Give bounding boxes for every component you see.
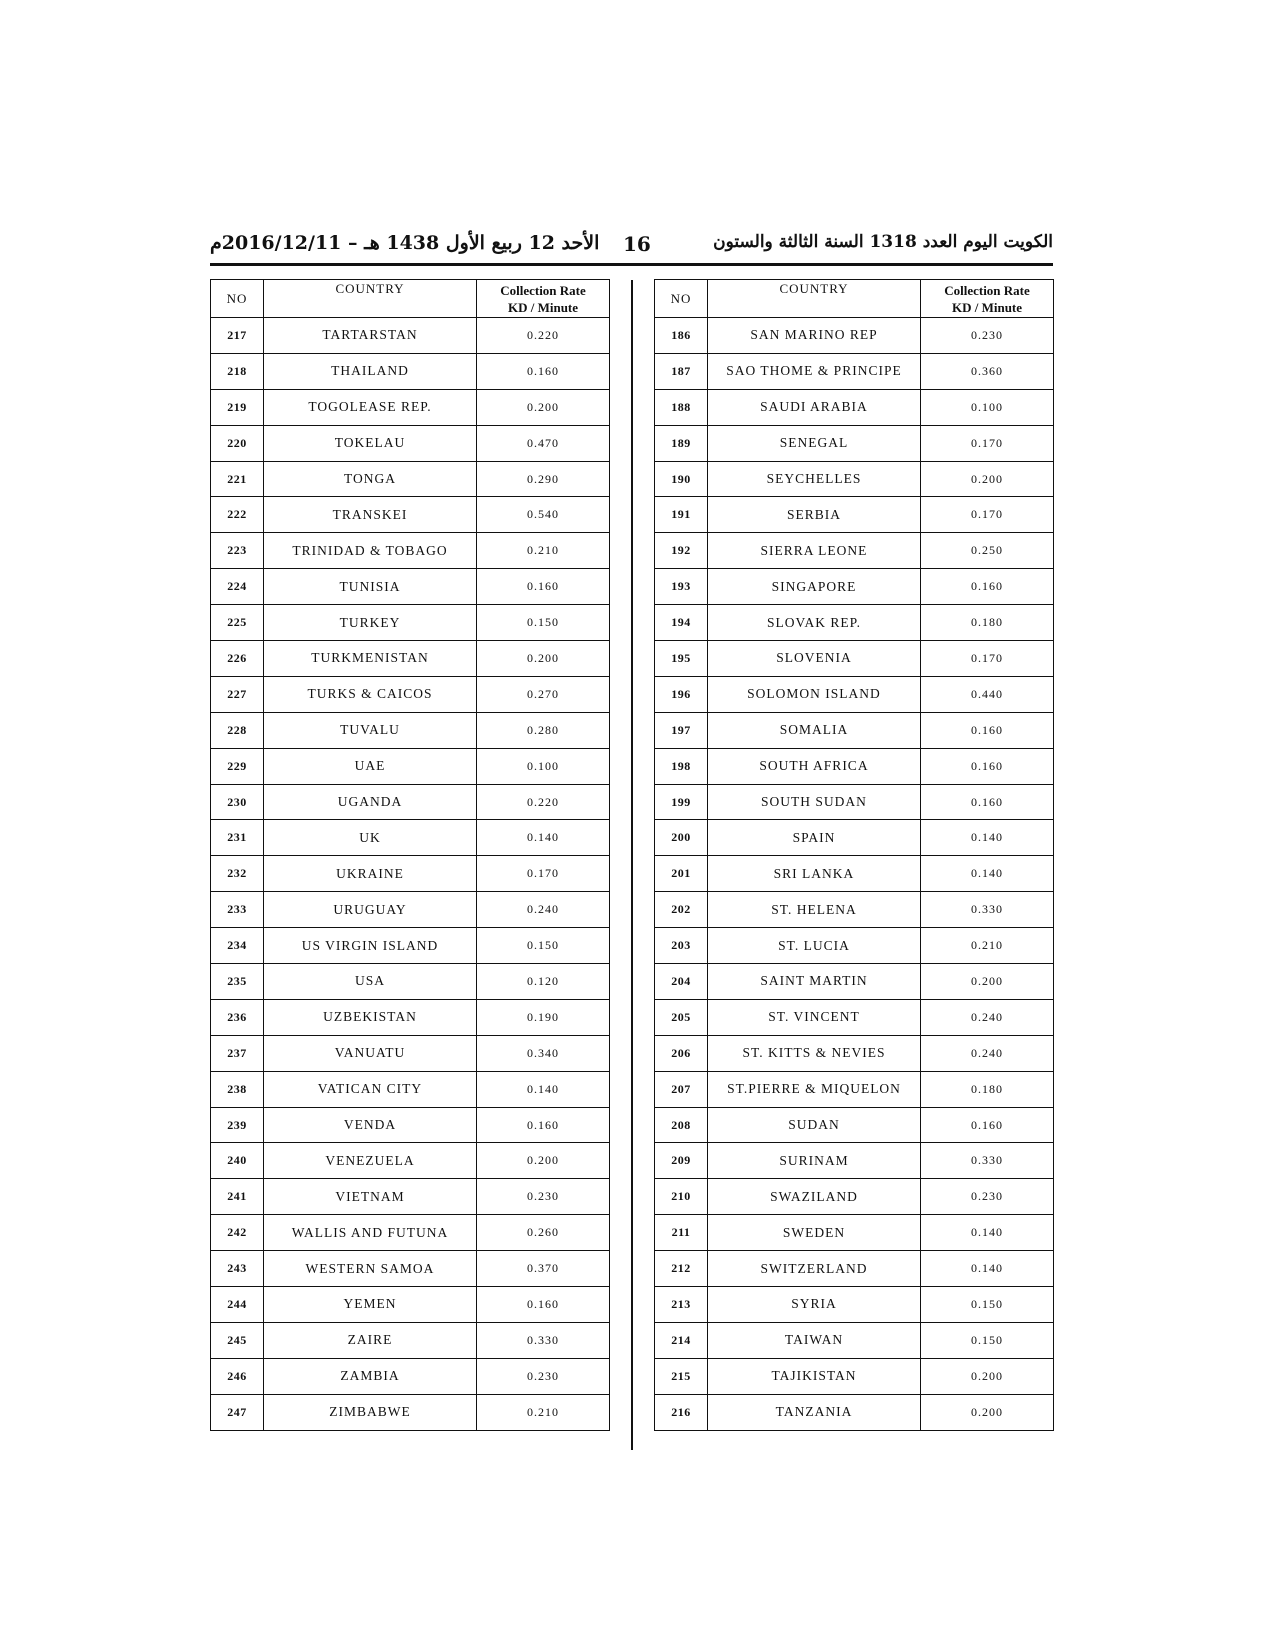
- cell-rate: 0.200: [921, 1358, 1054, 1394]
- cell-no: 218: [211, 353, 264, 389]
- cell-no: 222: [211, 497, 264, 533]
- cell-rate: 0.150: [477, 605, 610, 641]
- table-row: [211, 1179, 610, 1215]
- cell-no: 220: [211, 425, 264, 461]
- table-row: [655, 748, 1054, 784]
- cell-no: 226: [211, 641, 264, 677]
- cell-rate: 0.170: [921, 425, 1054, 461]
- table-row: [655, 928, 1054, 964]
- table-row: [655, 569, 1054, 605]
- cell-no: 199: [655, 784, 708, 820]
- cell-country: SOUTH SUDAN: [708, 784, 921, 820]
- table-row: [655, 676, 1054, 712]
- table-row: [655, 1287, 1054, 1323]
- cell-no: 238: [211, 1071, 264, 1107]
- cell-no: 201: [655, 856, 708, 892]
- cell-rate: 0.190: [477, 999, 610, 1035]
- table-row: [211, 1071, 610, 1107]
- cell-country: SWAZILAND: [708, 1179, 921, 1215]
- table-row: [655, 497, 1054, 533]
- cell-country: TUVALU: [264, 712, 477, 748]
- cell-rate: 0.240: [921, 1035, 1054, 1071]
- cell-country: SWEDEN: [708, 1215, 921, 1251]
- cell-no: 233: [211, 892, 264, 928]
- cell-no: 236: [211, 999, 264, 1035]
- cell-rate: 0.470: [477, 425, 610, 461]
- table-row: [655, 389, 1054, 425]
- cell-country: SERBIA: [708, 497, 921, 533]
- cell-no: 215: [655, 1358, 708, 1394]
- cell-no: 205: [655, 999, 708, 1035]
- table-row: [655, 605, 1054, 641]
- cell-country: SOUTH AFRICA: [708, 748, 921, 784]
- cell-no: 212: [655, 1251, 708, 1287]
- table-row: [211, 1358, 610, 1394]
- column-header-rate-line1: Collection Rate: [500, 282, 586, 298]
- table-row: [655, 1322, 1054, 1358]
- cell-country: TONGA: [264, 461, 477, 497]
- cell-no: 211: [655, 1215, 708, 1251]
- table-row: [655, 1107, 1054, 1143]
- cell-rate: 0.220: [477, 318, 610, 354]
- table-row: [211, 1322, 610, 1358]
- cell-rate: 0.100: [921, 389, 1054, 425]
- cell-rate: 0.370: [477, 1251, 610, 1287]
- cell-no: 243: [211, 1251, 264, 1287]
- cell-rate: 0.200: [921, 461, 1054, 497]
- column-divider: [631, 280, 633, 1450]
- table-row: [211, 1035, 610, 1071]
- cell-rate: 0.330: [477, 1322, 610, 1358]
- cell-country: TOGOLEASE REP.: [264, 389, 477, 425]
- cell-rate: 0.340: [477, 1035, 610, 1071]
- cell-country: UK: [264, 820, 477, 856]
- cell-rate: 0.120: [477, 964, 610, 1000]
- cell-rate: 0.180: [921, 1071, 1054, 1107]
- cell-no: 206: [655, 1035, 708, 1071]
- cell-no: 216: [655, 1394, 708, 1430]
- table-row: [211, 1215, 610, 1251]
- cell-country: SINGAPORE: [708, 569, 921, 605]
- cell-country: TURKMENISTAN: [264, 641, 477, 677]
- cell-no: 224: [211, 569, 264, 605]
- cell-no: 245: [211, 1322, 264, 1358]
- cell-country: TARTARSTAN: [264, 318, 477, 354]
- table-row: [211, 497, 610, 533]
- table-row: [655, 1358, 1054, 1394]
- cell-country: ST. HELENA: [708, 892, 921, 928]
- table-row: [655, 1251, 1054, 1287]
- cell-country: SAINT MARTIN: [708, 964, 921, 1000]
- cell-country: SLOVAK REP.: [708, 605, 921, 641]
- cell-country: SWITZERLAND: [708, 1251, 921, 1287]
- cell-rate: 0.160: [921, 748, 1054, 784]
- cell-no: 240: [211, 1143, 264, 1179]
- cell-rate: 0.140: [477, 1071, 610, 1107]
- cell-no: 221: [211, 461, 264, 497]
- table-row: [655, 820, 1054, 856]
- cell-rate: 0.160: [477, 569, 610, 605]
- cell-no: 228: [211, 712, 264, 748]
- cell-no: 194: [655, 605, 708, 641]
- cell-rate: 0.230: [477, 1179, 610, 1215]
- table-row: [655, 999, 1054, 1035]
- cell-no: 241: [211, 1179, 264, 1215]
- cell-no: 195: [655, 641, 708, 677]
- cell-no: 189: [655, 425, 708, 461]
- cell-rate: 0.160: [477, 353, 610, 389]
- table-row: [211, 964, 610, 1000]
- cell-country: ST. VINCENT: [708, 999, 921, 1035]
- cell-rate: 0.240: [921, 999, 1054, 1035]
- cell-rate: 0.250: [921, 533, 1054, 569]
- cell-country: UGANDA: [264, 784, 477, 820]
- cell-no: 196: [655, 676, 708, 712]
- cell-no: 230: [211, 784, 264, 820]
- cell-rate: 0.160: [921, 1107, 1054, 1143]
- cell-rate: 0.170: [921, 641, 1054, 677]
- table-row: [211, 389, 610, 425]
- cell-rate: 0.270: [477, 676, 610, 712]
- cell-no: 237: [211, 1035, 264, 1071]
- cell-no: 207: [655, 1071, 708, 1107]
- page-header: [210, 228, 1053, 262]
- cell-rate: 0.180: [921, 605, 1054, 641]
- table-row: [211, 1107, 610, 1143]
- cell-country: YEMEN: [264, 1287, 477, 1323]
- cell-rate: 0.160: [921, 784, 1054, 820]
- table-row: [211, 641, 610, 677]
- cell-no: 234: [211, 928, 264, 964]
- cell-no: 217: [211, 318, 264, 354]
- table-row: [211, 1251, 610, 1287]
- cell-country: TRANSKEI: [264, 497, 477, 533]
- cell-no: 190: [655, 461, 708, 497]
- table-row: [655, 1143, 1054, 1179]
- cell-rate: 0.280: [477, 712, 610, 748]
- column-header-rate-line1: Collection Rate: [944, 282, 1030, 298]
- cell-rate: 0.140: [921, 1215, 1054, 1251]
- cell-rate: 0.160: [921, 569, 1054, 605]
- cell-rate: 0.440: [921, 676, 1054, 712]
- cell-no: 198: [655, 748, 708, 784]
- cell-country: USA: [264, 964, 477, 1000]
- cell-no: 191: [655, 497, 708, 533]
- cell-country: SLOVENIA: [708, 641, 921, 677]
- table-row: [211, 461, 610, 497]
- cell-rate: 0.170: [921, 497, 1054, 533]
- cell-no: 200: [655, 820, 708, 856]
- cell-country: ST. KITTS & NEVIES: [708, 1035, 921, 1071]
- cell-country: WESTERN SAMOA: [264, 1251, 477, 1287]
- table-row: [211, 425, 610, 461]
- cell-country: SAO THOME & PRINCIPE: [708, 353, 921, 389]
- cell-country: THAILAND: [264, 353, 477, 389]
- cell-no: 210: [655, 1179, 708, 1215]
- column-header-no: NO: [211, 280, 264, 318]
- cell-country: VANUATU: [264, 1035, 477, 1071]
- cell-rate: 0.230: [921, 1179, 1054, 1215]
- table-row: [211, 353, 610, 389]
- cell-no: 187: [655, 353, 708, 389]
- rates-table-left: [210, 279, 610, 1431]
- page-number: 16: [623, 232, 651, 256]
- cell-no: 219: [211, 389, 264, 425]
- table-row: [655, 1179, 1054, 1215]
- header-divider: [210, 263, 1053, 266]
- column-header-rate-line2: KD / Minute: [951, 299, 1023, 315]
- table-row: [655, 1394, 1054, 1430]
- table-row: [655, 461, 1054, 497]
- cell-no: 246: [211, 1358, 264, 1394]
- cell-country: UAE: [264, 748, 477, 784]
- cell-rate: 0.200: [477, 389, 610, 425]
- table-row: [211, 712, 610, 748]
- cell-no: 223: [211, 533, 264, 569]
- cell-country: ST. LUCIA: [708, 928, 921, 964]
- cell-rate: 0.540: [477, 497, 610, 533]
- table-row: [211, 1143, 610, 1179]
- cell-no: 192: [655, 533, 708, 569]
- cell-rate: 0.230: [477, 1358, 610, 1394]
- table-row: [211, 1287, 610, 1323]
- cell-rate: 0.200: [477, 1143, 610, 1179]
- cell-no: 227: [211, 676, 264, 712]
- cell-rate: 0.160: [477, 1287, 610, 1323]
- column-header-country: COUNTRY: [708, 280, 921, 318]
- table-row: [655, 318, 1054, 354]
- cell-no: 202: [655, 892, 708, 928]
- cell-rate: 0.200: [921, 1394, 1054, 1430]
- cell-country: ZAIRE: [264, 1322, 477, 1358]
- cell-country: SYRIA: [708, 1287, 921, 1323]
- cell-country: ZAMBIA: [264, 1358, 477, 1394]
- cell-country: WALLIS AND FUTUNA: [264, 1215, 477, 1251]
- cell-no: 232: [211, 856, 264, 892]
- cell-rate: 0.210: [921, 928, 1054, 964]
- cell-rate: 0.140: [477, 820, 610, 856]
- cell-rate: 0.170: [477, 856, 610, 892]
- header-publication-title: الكويت اليوم العدد 1318 السنة الثالثة والستون: [713, 232, 1053, 252]
- cell-rate: 0.140: [921, 1251, 1054, 1287]
- cell-country: SOMALIA: [708, 712, 921, 748]
- column-header-rate: [477, 280, 610, 318]
- cell-rate: 0.140: [921, 856, 1054, 892]
- cell-no: 204: [655, 964, 708, 1000]
- cell-no: 209: [655, 1143, 708, 1179]
- cell-country: TUNISIA: [264, 569, 477, 605]
- header-date: الأحد 12 ربيع الأول 1438 هـ – 2016/12/11م: [210, 232, 600, 254]
- cell-no: 244: [211, 1287, 264, 1323]
- cell-no: 214: [655, 1322, 708, 1358]
- cell-country: ST.PIERRE & MIQUELON: [708, 1071, 921, 1107]
- cell-country: VENEZUELA: [264, 1143, 477, 1179]
- table-row: [655, 1035, 1054, 1071]
- table-row: [211, 748, 610, 784]
- cell-rate: 0.200: [921, 964, 1054, 1000]
- cell-rate: 0.200: [477, 641, 610, 677]
- cell-no: 193: [655, 569, 708, 605]
- cell-rate: 0.160: [477, 1107, 610, 1143]
- column-header-no: NO: [655, 280, 708, 318]
- column-header-rate: [921, 280, 1054, 318]
- cell-country: SURINAM: [708, 1143, 921, 1179]
- column-header-country: COUNTRY: [264, 280, 477, 318]
- rates-table-right: [654, 279, 1054, 1431]
- cell-no: 229: [211, 748, 264, 784]
- table-row: [655, 784, 1054, 820]
- table-row: [211, 784, 610, 820]
- table-row: [211, 569, 610, 605]
- cell-no: 208: [655, 1107, 708, 1143]
- cell-no: 231: [211, 820, 264, 856]
- table-row: [655, 1215, 1054, 1251]
- table-row: [655, 641, 1054, 677]
- cell-country: TANZANIA: [708, 1394, 921, 1430]
- table-row: [211, 1394, 610, 1430]
- cell-country: VATICAN CITY: [264, 1071, 477, 1107]
- cell-rate: 0.220: [477, 784, 610, 820]
- cell-country: TAIWAN: [708, 1322, 921, 1358]
- cell-rate: 0.230: [921, 318, 1054, 354]
- cell-country: URUGUAY: [264, 892, 477, 928]
- table-row: [211, 892, 610, 928]
- table-row: [655, 964, 1054, 1000]
- cell-country: TURKEY: [264, 605, 477, 641]
- cell-rate: 0.240: [477, 892, 610, 928]
- cell-country: TRINIDAD & TOBAGO: [264, 533, 477, 569]
- cell-rate: 0.210: [477, 1394, 610, 1430]
- table-row: [655, 856, 1054, 892]
- cell-rate: 0.140: [921, 820, 1054, 856]
- cell-country: TAJIKISTAN: [708, 1358, 921, 1394]
- table-row: [655, 533, 1054, 569]
- cell-rate: 0.100: [477, 748, 610, 784]
- table-row: [655, 892, 1054, 928]
- table-row: [211, 318, 610, 354]
- cell-no: 239: [211, 1107, 264, 1143]
- table-row: [211, 820, 610, 856]
- cell-country: SPAIN: [708, 820, 921, 856]
- table-row: [211, 605, 610, 641]
- cell-country: SAN MARINO REP: [708, 318, 921, 354]
- cell-no: 203: [655, 928, 708, 964]
- table-row: [211, 856, 610, 892]
- cell-country: UKRAINE: [264, 856, 477, 892]
- table-header-row: [211, 280, 610, 318]
- cell-country: US VIRGIN ISLAND: [264, 928, 477, 964]
- cell-rate: 0.210: [477, 533, 610, 569]
- cell-rate: 0.150: [921, 1322, 1054, 1358]
- table-row: [655, 353, 1054, 389]
- cell-country: VIETNAM: [264, 1179, 477, 1215]
- cell-rate: 0.360: [921, 353, 1054, 389]
- cell-country: SRI LANKA: [708, 856, 921, 892]
- cell-rate: 0.260: [477, 1215, 610, 1251]
- cell-rate: 0.330: [921, 892, 1054, 928]
- cell-no: 235: [211, 964, 264, 1000]
- cell-country: SUDAN: [708, 1107, 921, 1143]
- cell-rate: 0.150: [921, 1287, 1054, 1323]
- cell-no: 213: [655, 1287, 708, 1323]
- cell-rate: 0.290: [477, 461, 610, 497]
- cell-no: 186: [655, 318, 708, 354]
- cell-country: SENEGAL: [708, 425, 921, 461]
- table-row: [211, 676, 610, 712]
- table-row: [211, 533, 610, 569]
- column-header-rate-line2: KD / Minute: [507, 299, 579, 315]
- cell-country: SOLOMON ISLAND: [708, 676, 921, 712]
- cell-no: 197: [655, 712, 708, 748]
- table-header-row: [655, 280, 1054, 318]
- cell-no: 225: [211, 605, 264, 641]
- cell-rate: 0.160: [921, 712, 1054, 748]
- cell-rate: 0.150: [477, 928, 610, 964]
- cell-country: SEYCHELLES: [708, 461, 921, 497]
- cell-country: TURKS & CAICOS: [264, 676, 477, 712]
- cell-country: TOKELAU: [264, 425, 477, 461]
- cell-rate: 0.330: [921, 1143, 1054, 1179]
- table-row: [211, 999, 610, 1035]
- cell-country: SAUDI ARABIA: [708, 389, 921, 425]
- cell-no: 247: [211, 1394, 264, 1430]
- cell-country: ZIMBABWE: [264, 1394, 477, 1430]
- table-row: [655, 712, 1054, 748]
- cell-no: 188: [655, 389, 708, 425]
- table-row: [211, 928, 610, 964]
- table-row: [655, 425, 1054, 461]
- cell-no: 242: [211, 1215, 264, 1251]
- cell-country: UZBEKISTAN: [264, 999, 477, 1035]
- table-row: [655, 1071, 1054, 1107]
- cell-country: SIERRA LEONE: [708, 533, 921, 569]
- cell-country: VENDA: [264, 1107, 477, 1143]
